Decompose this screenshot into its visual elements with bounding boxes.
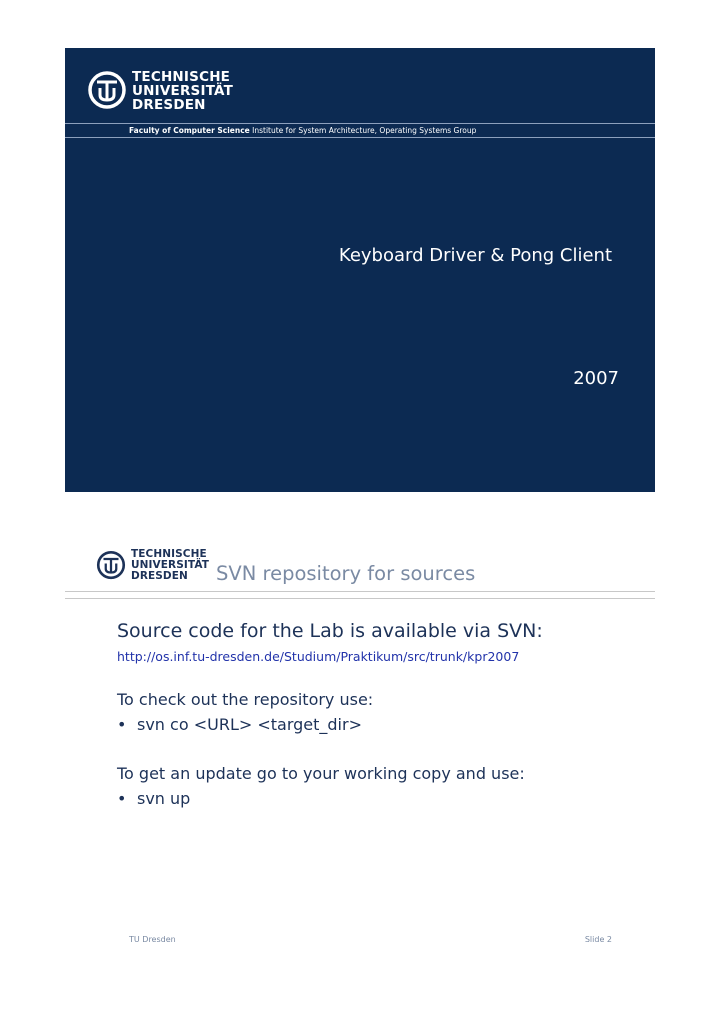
title-divider-lower	[65, 598, 655, 599]
content-slide	[65, 540, 655, 960]
update-command: svn up	[137, 789, 191, 808]
presentation-year: 2007	[573, 368, 619, 389]
title-divider	[65, 591, 655, 592]
tu-logo-mark-icon	[96, 550, 126, 580]
bullet-icon: •	[117, 715, 127, 734]
faculty-bar	[65, 123, 655, 138]
footer-institution: TU Dresden	[129, 935, 176, 944]
faculty-name: Faculty of Computer Science	[129, 126, 250, 135]
bullet-icon: •	[117, 789, 127, 808]
update-text: To get an update go to your working copy and use:	[117, 764, 525, 783]
footer-slide-number: Slide 2	[584, 935, 612, 944]
update-bullet	[117, 789, 190, 808]
body-heading: Source code for the Lab is available via SVN:	[117, 620, 543, 642]
presentation-title: Keyboard Driver & Pong Client	[338, 245, 612, 266]
checkout-command: svn co <URL> <target_dir>	[137, 715, 362, 734]
tu-logo-mark-icon	[87, 70, 127, 110]
logo-wordmark: TECHNISCHE UNIVERSITÄT DRESDEN	[132, 69, 234, 113]
checkout-bullet	[117, 715, 362, 734]
slide-title: SVN repository for sources	[216, 562, 476, 585]
tu-dresden-logo	[87, 70, 247, 114]
svn-url-link[interactable]: http://os.inf.tu-dresden.de/Studium/Praktikum/src/trunk/kpr2007	[117, 649, 520, 664]
title-slide	[65, 48, 655, 492]
checkout-text: To check out the repository use:	[117, 690, 374, 709]
tu-dresden-logo-small	[96, 548, 208, 582]
logo-wordmark: TECHNISCHE UNIVERSITÄT DRESDEN	[131, 548, 209, 582]
institute-name: Institute for System Architecture, Operating Systems Group	[249, 126, 477, 135]
